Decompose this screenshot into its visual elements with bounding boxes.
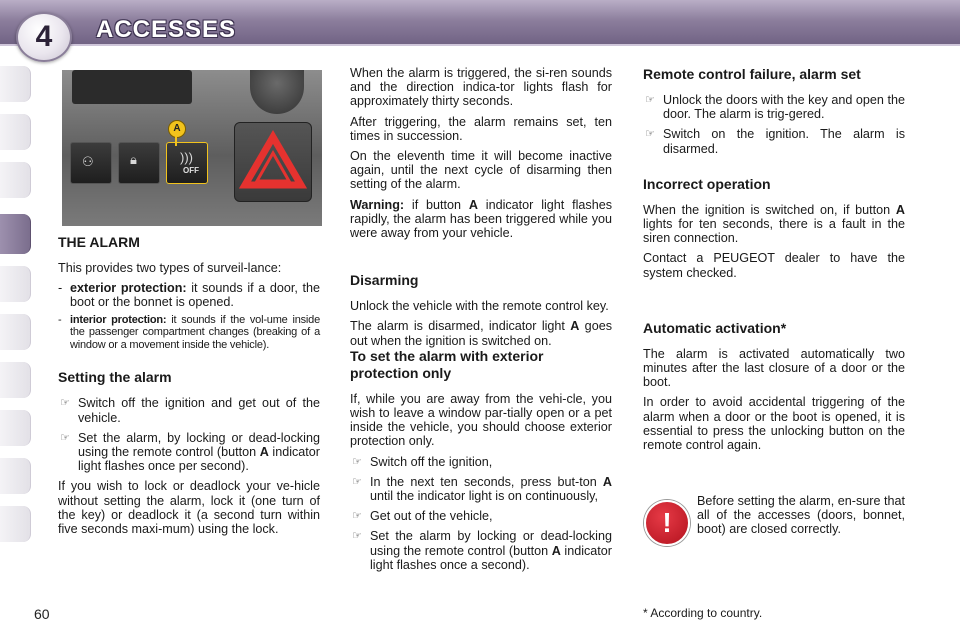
exterior-only-step-3: ☞ Get out of the vehicle, — [352, 509, 493, 524]
section-title-exterior-only: To set the alarm with exterior protection only — [350, 347, 544, 381]
exterior-protection-text: it sounds if a door, the boot or the bonnet is opened. — [70, 281, 320, 310]
setting-step-2: ☞ Set the alarm, by locking or dead-locking using the remote control (button A indicator light flashes once per second). — [60, 430, 320, 474]
incorrect-p1: When the ignition is switched on, if button A lights for ten seconds, there is a fault in the siren connection. — [643, 202, 905, 246]
chapter-tab-9[interactable] — [0, 458, 31, 494]
section-title-disarming: Disarming — [350, 272, 419, 289]
exterior-only-step-4: ☞ Set the alarm by locking or dead-locking using the remote control (button A indicator light flashes once a second). — [352, 529, 612, 572]
alarm-waves-icon: ))) — [180, 150, 193, 165]
dashboard-photo — [62, 70, 322, 226]
column-right — [643, 66, 905, 458]
triggered-p1: When the alarm is triggered, the si-ren sounds and the direction indica-tor lights flash for approximately thirty seconds. — [350, 66, 612, 109]
indicator-a-leader — [175, 136, 177, 146]
chapter-badge: 4 — [16, 12, 72, 62]
triggered-warning: Warning: if button A indicator light flashes rapidly, the alarm has been triggered while you were away from your vehicle. — [350, 197, 613, 241]
padlock-icon: 🔒︎ — [130, 152, 137, 167]
remote-failure-step-2: ☞ Switch on the ignition. The alarm is disarmed. — [645, 127, 905, 156]
chapter-tab-5[interactable] — [0, 266, 31, 302]
chapter-tab-1[interactable] — [0, 66, 31, 102]
pointing-hand-icon: ☞ — [352, 475, 362, 488]
disarming-p2: The alarm is disarmed, indicator light A goes out when the ignition is switched on. — [350, 319, 612, 348]
automatic-p1: The alarm is activated automatically two minutes after the last closure of a door or the boot. — [643, 346, 905, 390]
pointing-hand-icon: ☞ — [645, 128, 655, 141]
hazard-button — [234, 122, 312, 202]
section-title-setting: Setting the alarm — [58, 369, 172, 386]
chapter-tabs — [0, 66, 36, 576]
triggered-p2: After triggering, the alarm remains set, ten times in succession. — [350, 114, 612, 143]
exclamation-icon: ! — [644, 500, 690, 546]
exterior-only-step-2: ☞ In the next ten seconds, press but-ton A until the indicator light is on continuously, — [352, 474, 612, 504]
page-number: 60 — [34, 606, 50, 622]
disarming-p1: Unlock the vehicle with the remote control key. — [350, 299, 609, 314]
chapter-tab-8[interactable] — [0, 410, 31, 446]
automatic-p2: In order to avoid accidental triggering of the alarm when a door or the boot is opened, it is essential to press the unlocking button on the remote control again. — [643, 395, 905, 453]
pointing-hand-icon: ☞ — [60, 397, 70, 410]
remote-failure-step-1: ☞ Unlock the doors with the key and open the door. The alarm is trig-gered. — [645, 93, 905, 122]
footnote: * According to country. — [643, 606, 763, 620]
chapter-tab-2[interactable] — [0, 114, 31, 150]
fan-knob — [250, 70, 304, 114]
chapter-tab-10[interactable] — [0, 506, 31, 542]
chapter-tab-4-active[interactable] — [0, 214, 31, 254]
setting-note: If you wish to lock or deadlock your ve-hicle without setting the alarm, lock it (one turn of the key) or deadlock it (a second turn within five seconds maxi-mum) using the lock. — [58, 479, 320, 537]
hazard-triangle-icon — [235, 123, 311, 201]
setting-step-1: ☞ Switch off the ignition and get out of the vehicle. — [60, 396, 320, 425]
section-title-automatic: Automatic activation* — [643, 319, 787, 336]
interior-protection-label: interior protection: — [70, 313, 167, 326]
pointing-hand-icon: ☞ — [352, 455, 362, 468]
column-middle — [350, 66, 612, 578]
alarm-intro: This provides two types of surveil-lance: — [58, 261, 282, 275]
off-label: OFF — [183, 166, 199, 175]
pointing-hand-icon: ☞ — [352, 510, 362, 523]
pointing-hand-icon: ☞ — [60, 431, 70, 444]
vent-panel — [72, 70, 192, 104]
pointing-hand-icon: ☞ — [352, 530, 362, 543]
central-lock-button — [118, 142, 160, 184]
pointing-hand-icon: ☞ — [645, 94, 655, 106]
column-left — [58, 234, 320, 542]
header-divider — [0, 44, 960, 46]
section-title-incorrect: Incorrect operation — [643, 175, 771, 192]
child-lock-icon: ⚇ — [82, 154, 94, 169]
section-title-remote-failure: Remote control failure, alarm set — [643, 66, 861, 82]
chapter-tab-6[interactable] — [0, 314, 31, 350]
exterior-protection-item: - exterior protection: it sounds if a door, the boot or the bonnet is opened. — [58, 281, 320, 310]
section-title-alarm: THE ALARM — [58, 234, 140, 250]
triggered-p3: On the eleventh time it will become inactive again, until the next cycle of disarming then setting of the alarm. — [350, 149, 612, 192]
exterior-only-step-1: ☞ Switch off the ignition, — [352, 454, 493, 469]
indicator-a-marker: A — [168, 120, 186, 138]
interior-protection-text: it sounds if the vol-ume inside the passenger compartment changes (breaking of a window or a movement inside the vehicle). — [70, 313, 320, 351]
chapter-tab-7[interactable] — [0, 362, 31, 398]
warning-text: Before setting the alarm, en-sure that all of the accesses (doors, bonnet, boot) are closed correctly. — [697, 494, 905, 537]
chapter-tab-3[interactable] — [0, 162, 31, 198]
page-title: ACCESSES — [96, 16, 237, 43]
exterior-protection-label: exterior protection: — [70, 281, 187, 296]
interior-protection-item: - interior protection: it sounds if the vol-ume inside the passenger compartment changes (breaking of a window or a movement inside the vehicle). — [58, 313, 320, 351]
incorrect-p2: Contact a PEUGEOT dealer to have the system checked. — [643, 251, 905, 280]
exterior-only-intro: If, while you are away from the vehi-cle, you wish to leave a window par-tially open or a pet inside the vehicle, you should choose exterior protection only. — [350, 391, 612, 449]
